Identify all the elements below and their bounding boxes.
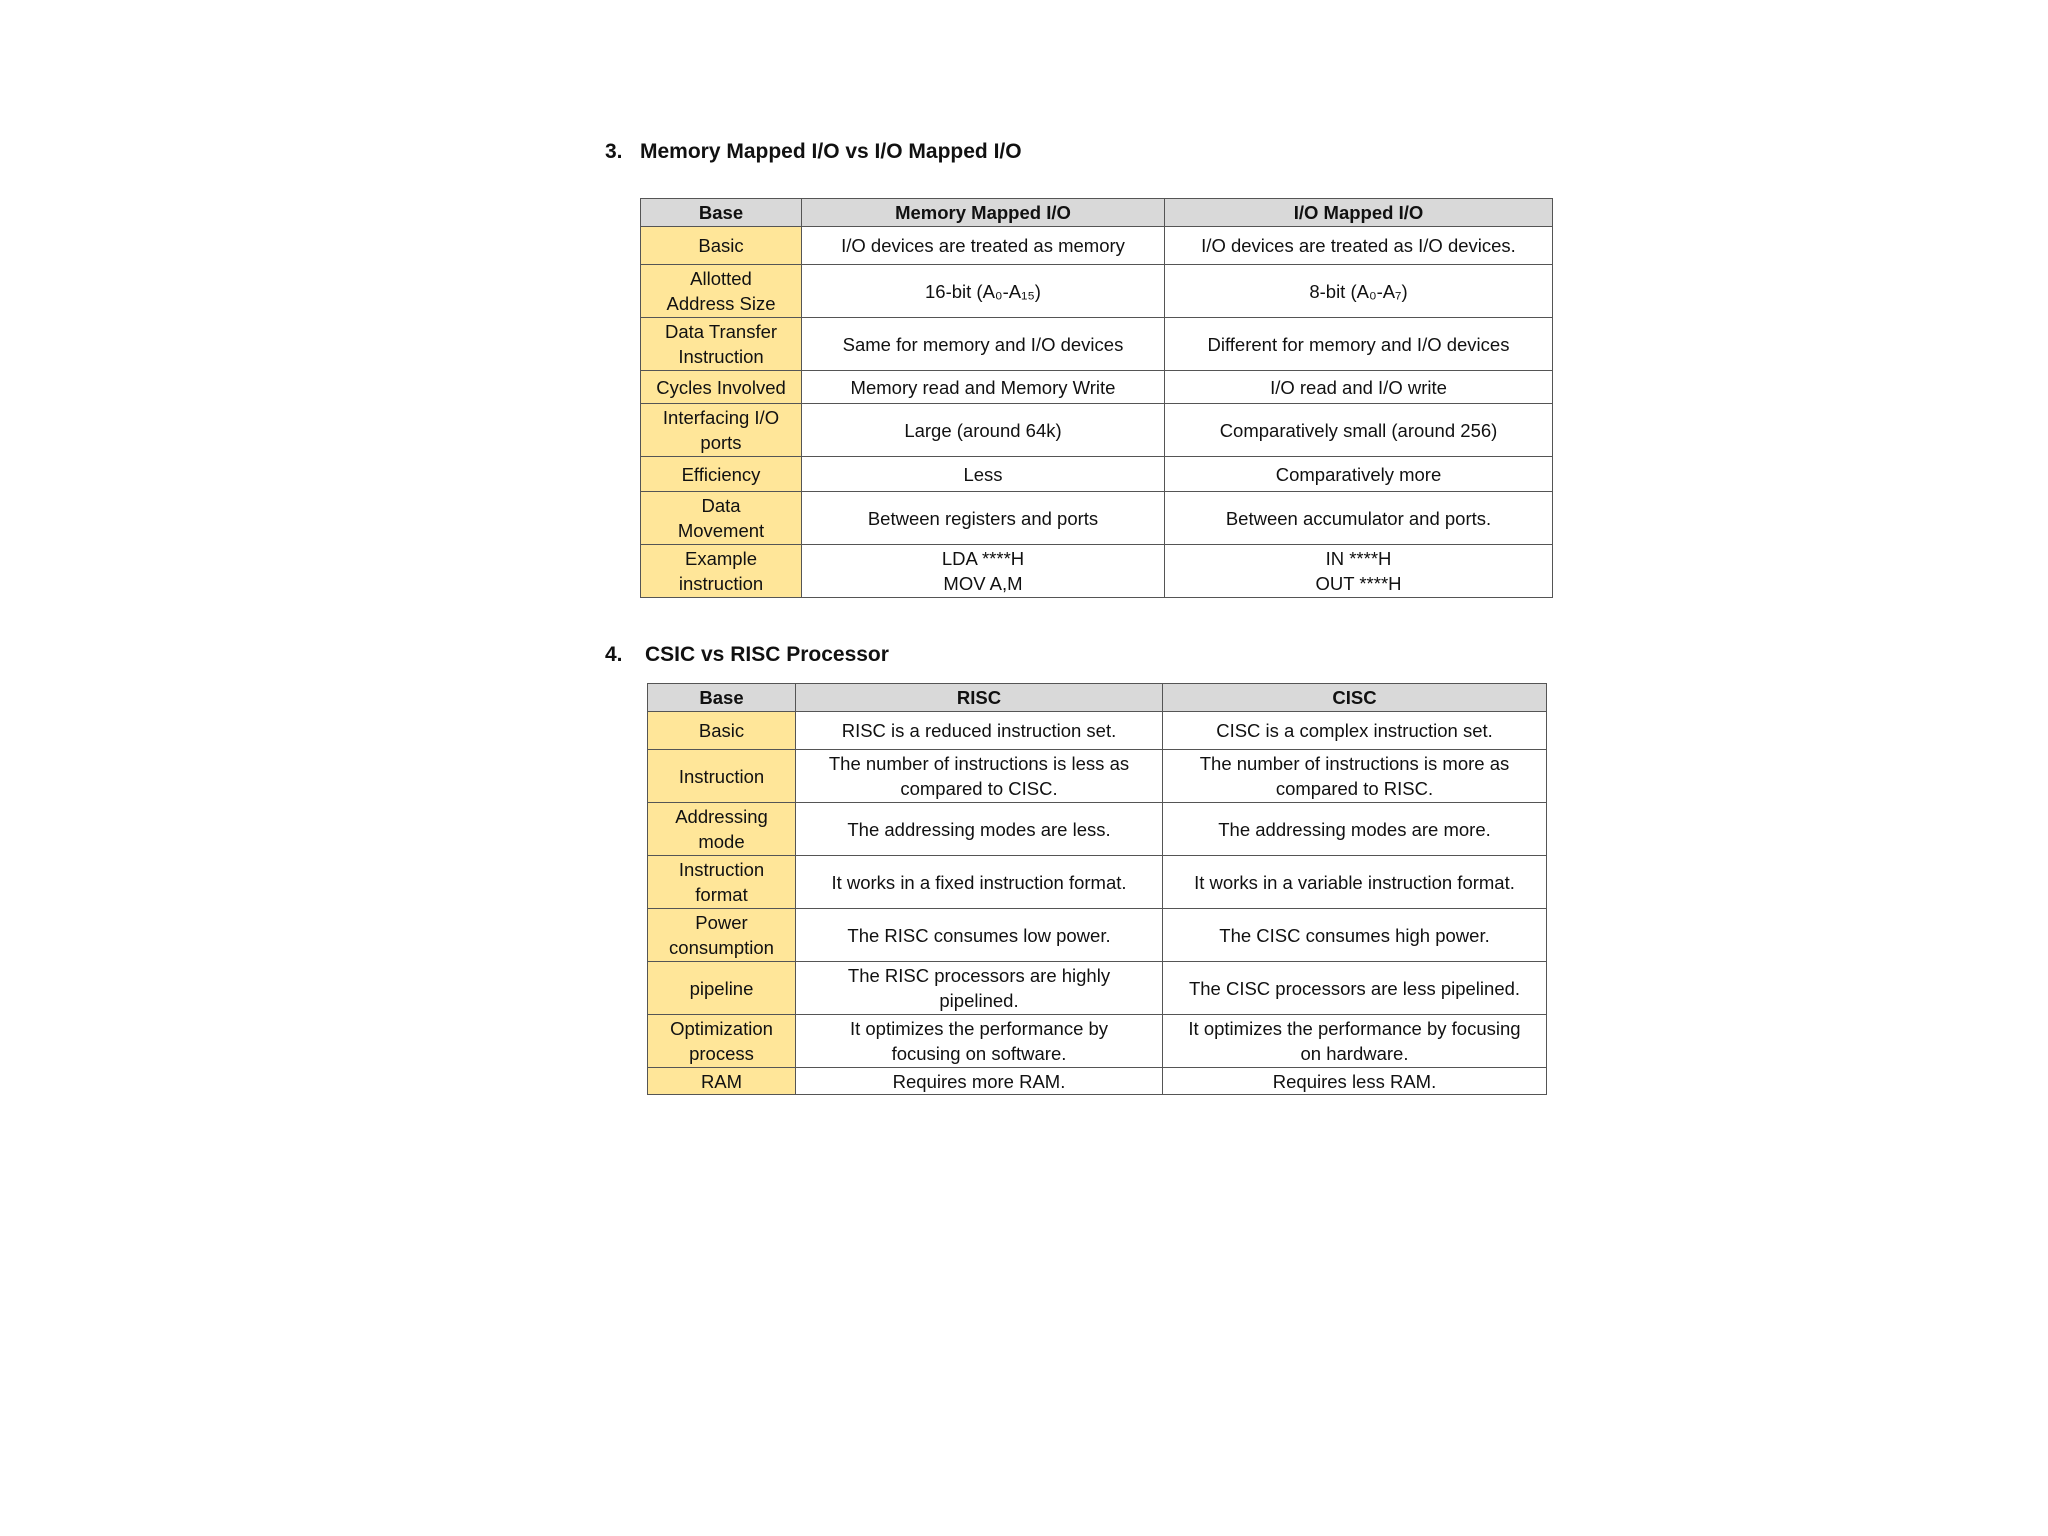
cell-text-line: Cycles Involved	[656, 376, 786, 398]
cell-text-line: It works in a variable instruction format.	[1194, 871, 1515, 893]
cell-text-line: Movement	[677, 520, 765, 541]
cell-text-line: OUT ****H	[1315, 573, 1402, 594]
cell-text-line: Basic	[698, 720, 745, 741]
table-row	[641, 318, 1553, 371]
table-row	[648, 750, 1547, 803]
cell-text-line: CISC is a complex instruction set.	[1216, 720, 1493, 741]
row-label-cell	[641, 265, 802, 318]
table-row	[641, 457, 1553, 492]
row-label-cell	[641, 318, 802, 371]
risc-vs-cisc-table	[647, 683, 1547, 1095]
table-row	[648, 803, 1547, 856]
column-header: Memory Mapped I/O	[802, 199, 1165, 227]
row-label-cell	[641, 227, 802, 265]
cell-text-line: The addressing modes are less.	[847, 818, 1111, 840]
row-label-cell	[641, 545, 802, 598]
cell-text-line: Address Size	[666, 293, 776, 314]
table-cell	[1163, 1068, 1547, 1095]
cell-text-line: Memory read and Memory Write	[850, 376, 1116, 398]
row-label-cell	[648, 962, 796, 1015]
table-row	[648, 856, 1547, 909]
cell-text-line: Allotted	[690, 268, 752, 289]
table-cell	[802, 265, 1165, 318]
cell-text-line: I/O read and I/O write	[1270, 376, 1447, 398]
cell-text-line: Comparatively more	[1275, 463, 1442, 485]
cell-text-line: process	[689, 1043, 754, 1064]
column-header: I/O Mapped I/O	[1165, 199, 1553, 227]
table-cell	[802, 457, 1165, 492]
row-label-cell	[648, 712, 796, 750]
cell-text-line: instruction	[678, 573, 764, 594]
cell-text-line: The CISC consumes high power.	[1219, 924, 1490, 946]
table-cell	[802, 227, 1165, 265]
section-3-heading	[605, 140, 1022, 164]
cell-text-line: Data	[701, 495, 741, 516]
table-cell	[1165, 457, 1553, 492]
table-header-row	[648, 684, 1547, 712]
row-label-cell	[648, 909, 796, 962]
table-cell	[802, 404, 1165, 457]
cell-text-line: Between accumulator and ports.	[1225, 507, 1492, 529]
section-4-number: 4.	[605, 643, 623, 666]
table-row	[648, 962, 1547, 1015]
table-cell	[802, 545, 1165, 598]
cell-text-line: on hardware.	[1300, 1043, 1409, 1064]
cell-text-line: It optimizes the performance by	[849, 1018, 1109, 1039]
cell-text-line: RAM	[700, 1070, 743, 1092]
cell-text-line: Less	[963, 463, 1003, 485]
cell-text-line: RISC is a reduced instruction set.	[841, 720, 1117, 741]
table-cell	[1163, 856, 1547, 909]
table-cell	[796, 750, 1163, 803]
table-row	[641, 545, 1553, 598]
table-row	[648, 1068, 1547, 1095]
table-cell	[796, 1068, 1163, 1095]
row-label-cell	[641, 492, 802, 545]
cell-text-line: pipelined.	[939, 990, 1019, 1011]
cell-text-line: The number of instructions is more as	[1199, 753, 1510, 774]
table-cell	[796, 962, 1163, 1015]
table-cell	[796, 712, 1163, 750]
cell-text-line: Between registers and ports	[867, 507, 1099, 529]
cell-text-line: Instruction	[678, 859, 765, 880]
cell-text-line: pipeline	[689, 977, 754, 999]
table-cell	[1163, 803, 1547, 856]
table-cell	[796, 1015, 1163, 1068]
section-3-number: 3.	[605, 140, 623, 163]
table-cell	[796, 856, 1163, 909]
cell-text-line: Addressing	[675, 806, 768, 827]
cell-text-line: The RISC consumes low power.	[847, 924, 1111, 946]
table-cell	[1165, 492, 1553, 545]
cell-text-line: Requires less RAM.	[1272, 1070, 1437, 1092]
table-row	[641, 404, 1553, 457]
table-row	[641, 227, 1553, 265]
cell-text-line: focusing on software.	[891, 1043, 1067, 1064]
table-header-row	[641, 199, 1553, 227]
table-cell	[1165, 545, 1553, 598]
cell-text-line: Example	[685, 548, 757, 569]
cell-text-line: Large (around 64k)	[904, 419, 1062, 441]
cell-text-line: Interfacing I/O	[662, 407, 780, 428]
section-4-heading	[605, 643, 889, 667]
table-row	[648, 712, 1547, 750]
cell-text-line: compared to RISC.	[1275, 778, 1434, 799]
cell-text-line: The RISC processors are highly	[847, 965, 1111, 986]
column-header: Base	[641, 199, 802, 227]
cell-text-line: Different for memory and I/O devices	[1207, 333, 1510, 355]
cell-text-line: ports	[700, 432, 742, 453]
memory-mapped-vs-io-mapped-table	[640, 198, 1553, 598]
cell-text-line: consumption	[669, 937, 774, 958]
table-row	[648, 909, 1547, 962]
cell-text-line: The CISC processors are less pipelined.	[1188, 977, 1521, 999]
cell-text-line: Optimization	[670, 1018, 773, 1039]
table-cell	[796, 803, 1163, 856]
cell-text-line: IN ****H	[1325, 548, 1392, 569]
cell-text-line: I/O devices are treated as memory	[841, 235, 1125, 256]
cell-text-line: It optimizes the performance by focusing	[1188, 1018, 1521, 1039]
row-label-cell	[648, 803, 796, 856]
row-label-cell	[641, 371, 802, 404]
cell-text-line: It works in a fixed instruction format.	[831, 871, 1127, 893]
cell-text-line: Basic	[698, 235, 744, 256]
cell-text-line: Power	[695, 912, 748, 933]
table-cell	[1165, 404, 1553, 457]
cell-text-line: Instruction	[678, 346, 764, 367]
row-label-cell	[648, 750, 796, 803]
cell-text-line: MOV A,M	[943, 573, 1023, 594]
table-cell	[796, 909, 1163, 962]
table-cell	[1165, 371, 1553, 404]
section-4-title: CSIC vs RISC Processor	[645, 643, 889, 666]
table-cell	[1165, 227, 1553, 265]
section-3-title: Memory Mapped I/O vs I/O Mapped I/O	[640, 140, 1022, 163]
cell-text-line: 16-bit (A₀-A₁₅)	[925, 280, 1041, 302]
cell-text-line: Data Transfer	[664, 321, 778, 342]
cell-text-line: 8-bit (A₀-A₇)	[1309, 280, 1408, 302]
table-row	[641, 265, 1553, 318]
table-cell	[1163, 712, 1547, 750]
row-label-cell	[648, 1015, 796, 1068]
table-cell	[1163, 909, 1547, 962]
cell-text-line: Comparatively small (around 256)	[1219, 419, 1498, 441]
table-cell	[1165, 265, 1553, 318]
row-label-cell	[641, 457, 802, 492]
cell-text-line: I/O devices are treated as I/O devices.	[1201, 235, 1516, 256]
row-label-cell	[648, 1068, 796, 1095]
table-cell	[802, 318, 1165, 371]
column-header: CISC	[1163, 684, 1547, 712]
column-header: RISC	[796, 684, 1163, 712]
cell-text-line: The number of instructions is less as	[828, 753, 1130, 774]
row-label-cell	[641, 404, 802, 457]
table-cell	[1165, 318, 1553, 371]
cell-text-line: The addressing modes are more.	[1218, 818, 1491, 840]
cell-text-line: mode	[698, 831, 745, 852]
table-cell	[802, 371, 1165, 404]
table-row	[641, 371, 1553, 404]
column-header: Base	[648, 684, 796, 712]
row-label-cell	[648, 856, 796, 909]
table-row	[641, 492, 1553, 545]
cell-text-line: LDA ****H	[941, 548, 1025, 569]
table-cell	[802, 492, 1165, 545]
cell-text-line: format	[695, 884, 748, 905]
table-row	[648, 1015, 1547, 1068]
cell-text-line: Same for memory and I/O devices	[842, 333, 1124, 355]
cell-text-line: Requires more RAM.	[892, 1070, 1066, 1092]
table-cell	[1163, 750, 1547, 803]
cell-text-line: compared to CISC.	[900, 778, 1058, 799]
cell-text-line: Instruction	[678, 765, 765, 787]
cell-text-line: Efficiency	[681, 463, 761, 485]
table-cell	[1163, 1015, 1547, 1068]
table-cell	[1163, 962, 1547, 1015]
